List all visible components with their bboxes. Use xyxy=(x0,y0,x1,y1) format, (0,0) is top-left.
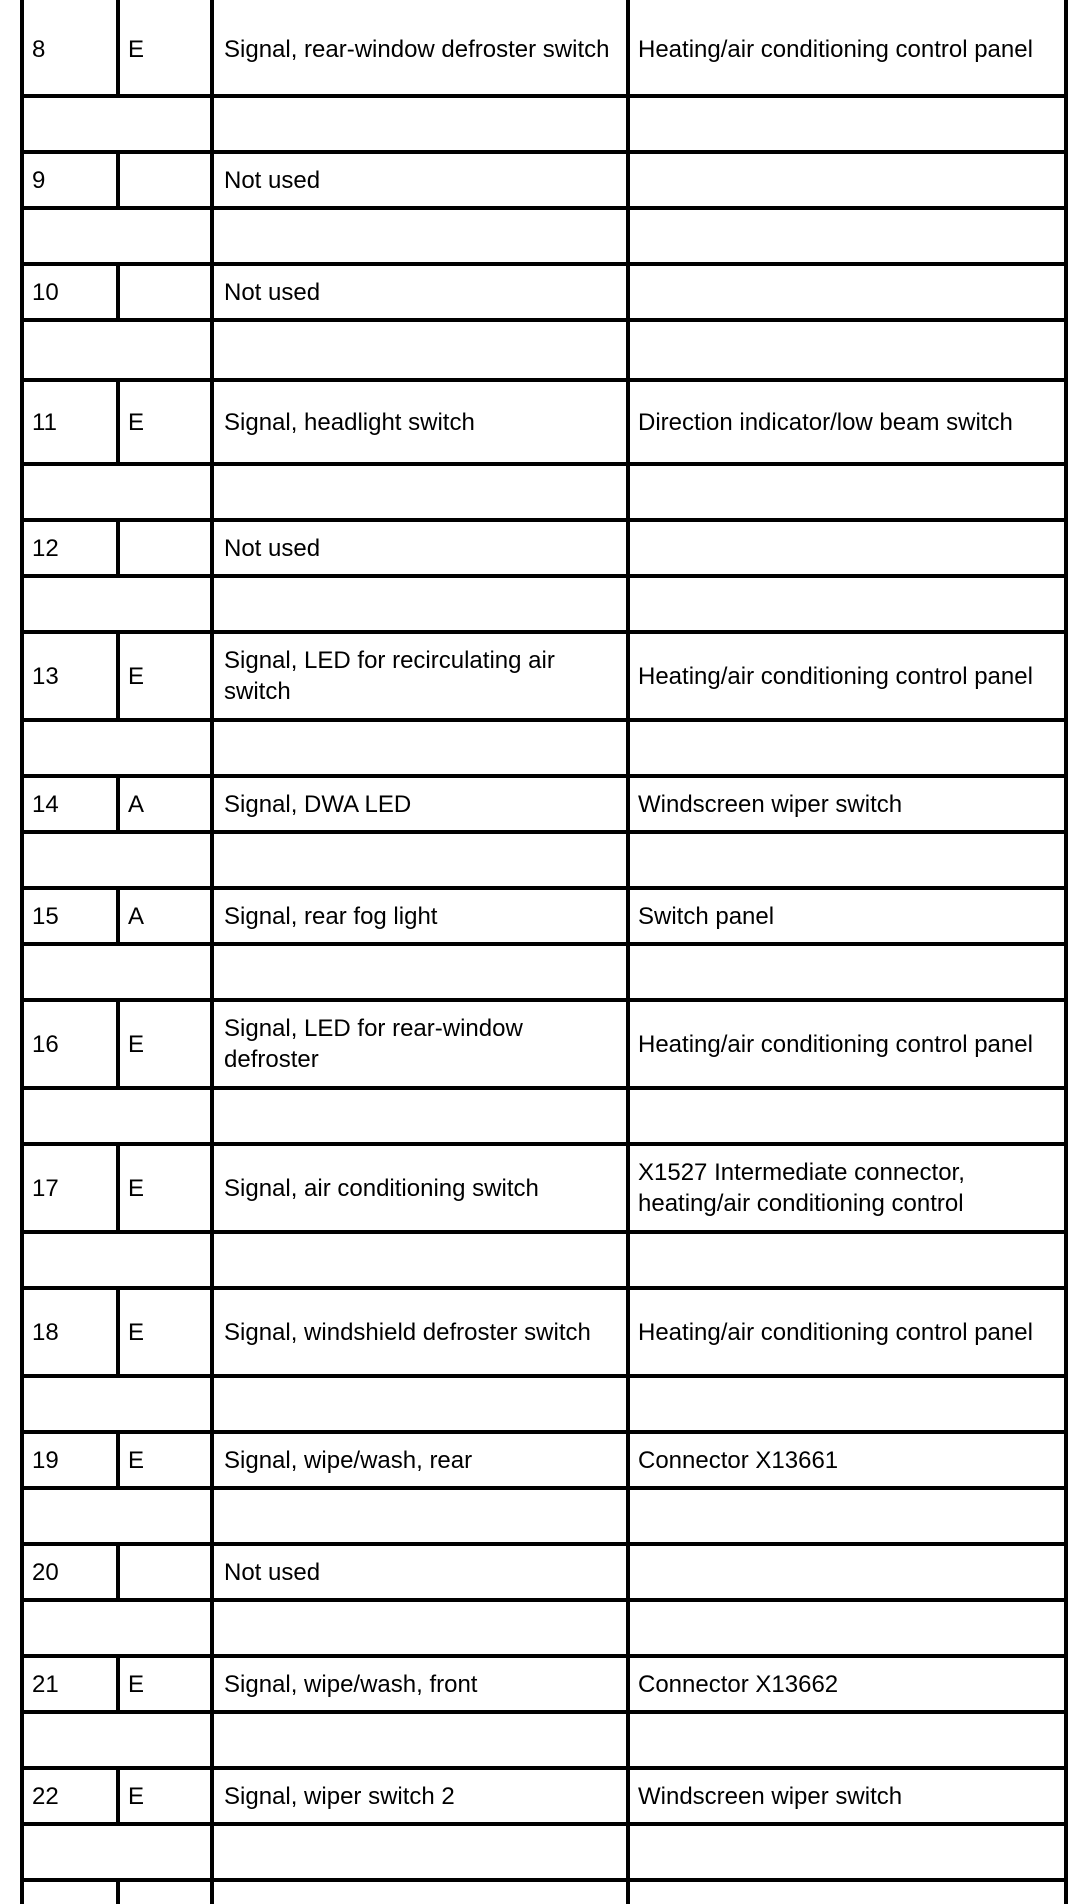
cell-function: Signal, wipe/wash, rear xyxy=(224,1446,473,1474)
cell-destination xyxy=(638,522,1060,574)
cell-io: E xyxy=(128,35,145,63)
cell-pin: 19 xyxy=(32,1446,59,1474)
cell-io: A xyxy=(128,902,145,930)
cell-io xyxy=(128,522,206,574)
cell-io: E xyxy=(128,662,145,690)
cell-destination xyxy=(638,1546,1060,1598)
cell-function: Not used xyxy=(224,166,321,194)
cell-function: Signal, headlight switch xyxy=(224,408,475,436)
cell-pin: 10 xyxy=(32,278,59,306)
cell-destination: Direction indicator/low beam switch xyxy=(638,408,1013,436)
cell-function: Not used xyxy=(224,534,321,562)
spacer-row xyxy=(24,1826,210,1878)
cell-destination xyxy=(638,154,1060,206)
cell-pin: 21 xyxy=(32,1670,59,1698)
cell-destination: Heating/air conditioning control panel xyxy=(638,35,1033,63)
cell-function: Not used xyxy=(224,1558,321,1586)
cell-pin: 15 xyxy=(32,902,59,930)
cell-destination: Windscreen wiper switch xyxy=(638,790,903,818)
cell-destination: Connector X13662 xyxy=(638,1670,839,1698)
spacer-row xyxy=(24,1714,210,1766)
cell-io xyxy=(128,1546,206,1598)
cell-pin: 17 xyxy=(32,1174,59,1202)
spacer-row xyxy=(24,98,210,150)
cell-io xyxy=(128,154,206,206)
cell-function: Signal, wiper switch 2 xyxy=(224,1782,455,1810)
column-rule xyxy=(1064,0,1068,1904)
cell-function: Signal, rear fog light xyxy=(224,902,438,930)
cell-pin: 18 xyxy=(32,1318,59,1346)
row-rule xyxy=(20,1878,1068,1882)
cell-function: Signal, air conditioning switch xyxy=(224,1174,539,1202)
spacer-row xyxy=(24,1090,210,1142)
cell-destination xyxy=(638,266,1060,318)
spacer-row xyxy=(24,946,210,998)
cell-destination: Windscreen wiper switch xyxy=(638,1782,903,1810)
spacer-row xyxy=(24,722,210,774)
spacer-row xyxy=(24,1490,210,1542)
cell-function: Signal, windshield defroster switch xyxy=(224,1318,591,1346)
spacer-row xyxy=(24,322,210,378)
cell-destination: Heating/air conditioning control panel xyxy=(638,1318,1033,1346)
cell-pin: 8 xyxy=(32,35,46,63)
cell-io xyxy=(128,266,206,318)
cell-io: E xyxy=(128,1670,145,1698)
column-rule xyxy=(210,0,214,1904)
spacer-row xyxy=(24,1234,210,1286)
cell-destination: Connector X13661 xyxy=(638,1446,839,1474)
cell-io: E xyxy=(128,408,145,436)
cell-io: E xyxy=(128,1782,145,1810)
cell-io: E xyxy=(128,1446,145,1474)
spacer-row xyxy=(24,834,210,886)
cell-destination: X1527 Intermediate connector, heating/air conditioning control xyxy=(638,1159,965,1217)
cell-pin: 11 xyxy=(32,408,57,436)
spacer-row xyxy=(24,1602,210,1654)
cell-destination: Switch panel xyxy=(638,902,775,930)
cell-function: Signal, DWA LED xyxy=(224,790,412,818)
spacer-row xyxy=(24,466,210,518)
cell-function: Signal, LED for recirculating air switch xyxy=(224,647,555,705)
cell-pin: 14 xyxy=(32,790,59,818)
cell-destination: Heating/air conditioning control panel xyxy=(638,662,1033,690)
cell-pin: 9 xyxy=(32,166,46,194)
cell-io: A xyxy=(128,790,145,818)
cell-function: Signal, rear-window defroster switch xyxy=(224,35,610,63)
cell-pin: 12 xyxy=(32,534,59,562)
cell-pin: 16 xyxy=(32,1030,59,1058)
cell-destination: Heating/air conditioning control panel xyxy=(638,1030,1033,1058)
cell-io: E xyxy=(128,1030,145,1058)
spacer-row xyxy=(24,210,210,262)
cell-function: Signal, LED for rear-window defroster xyxy=(224,1015,523,1073)
spacer-row xyxy=(24,578,210,630)
column-rule xyxy=(626,0,630,1904)
spacer-row xyxy=(24,1378,210,1430)
cell-io: E xyxy=(128,1174,145,1202)
cell-pin: 22 xyxy=(32,1782,59,1810)
cell-pin: 13 xyxy=(32,662,59,690)
cell-io: E xyxy=(128,1318,145,1346)
cell-function: Not used xyxy=(224,278,321,306)
cell-pin: 20 xyxy=(32,1558,59,1586)
cell-function: Signal, wipe/wash, front xyxy=(224,1670,478,1698)
